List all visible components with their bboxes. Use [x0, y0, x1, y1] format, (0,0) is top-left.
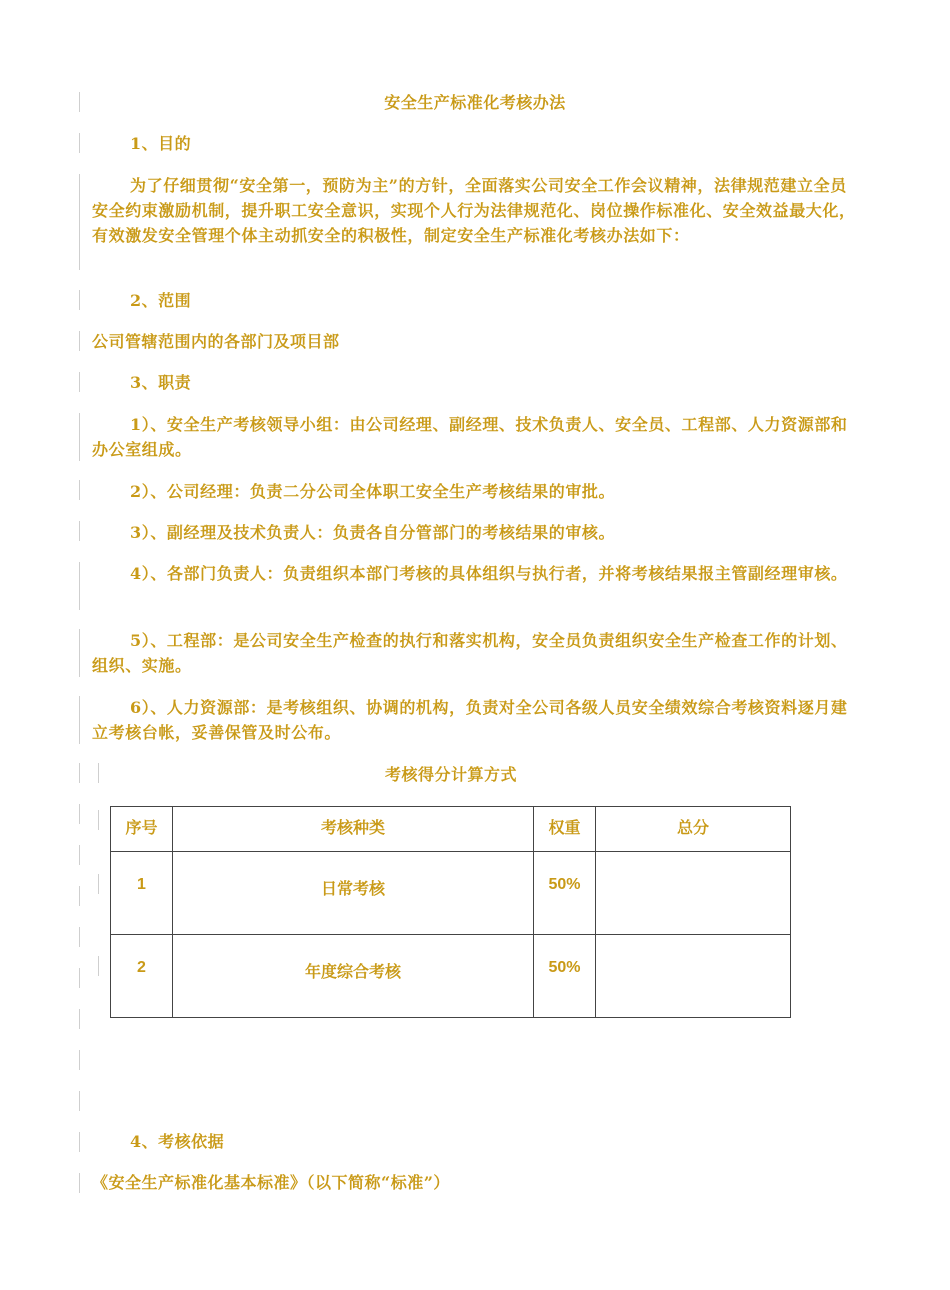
margin-bar	[79, 629, 80, 677]
margin-bar	[79, 845, 80, 865]
section-body-basis: 《安全生产标准化基本标准》（以下简称“标准”）	[92, 1173, 450, 1192]
table-header-cell: 考核种类	[173, 807, 534, 852]
duty-item: 6）、人力资源部：是考核组织、协调的机构，负责对全公司各级人员安全绩效综合考核资料逐月建立考核台帐，妥善保管及时公布。	[92, 698, 848, 742]
table-cell: 1	[111, 852, 173, 935]
table-cell: 日常考核	[173, 852, 534, 935]
table-cell: 50%	[534, 935, 596, 1018]
margin-bar	[79, 886, 80, 906]
table-header-cell: 总分	[596, 807, 791, 852]
score-table	[110, 806, 791, 1018]
section-body-purpose: 为了仔细贯彻“安全第一，预防为主”的方针，全面落实公司安全工作会议精神，法律规范建立全员安全约束激励机制，提升职工安全意识，实现个人行为法律规范化、岗位操作标准化、安全效益最大化，有效激发安全管理个体主动抓安全的积极性，制定安全生产标准化考核办法如下：	[92, 176, 856, 245]
margin-bar	[79, 521, 80, 541]
margin-bar	[79, 1173, 80, 1193]
margin-bar	[79, 1009, 80, 1029]
margin-bar	[98, 810, 99, 830]
table-header-row	[111, 807, 791, 852]
margin-bar	[79, 290, 80, 310]
margin-bar	[79, 927, 80, 947]
duty-item: 2）、公司经理：负责二分公司全体职工安全生产考核结果的审批。	[130, 482, 616, 501]
margin-bar	[79, 1050, 80, 1070]
table-cell	[596, 852, 791, 935]
margin-bar	[79, 133, 80, 153]
section-heading-duties: 3、职责	[130, 373, 192, 392]
margin-bar	[79, 804, 80, 824]
table-cell: 年度综合考核	[173, 935, 534, 1018]
margin-bar	[79, 331, 80, 351]
section-heading-purpose: 1、目的	[130, 134, 192, 153]
margin-bar	[79, 562, 80, 610]
margin-bar	[79, 480, 80, 500]
document-title: 安全生产标准化考核办法	[384, 93, 566, 112]
duty-item: 1）、安全生产考核领导小组：由公司经理、副经理、技术负责人、安全员、工程部、人力资源部和办公室组成。	[92, 415, 848, 459]
section-heading-basis: 4、考核依据	[130, 1132, 225, 1151]
margin-bar	[79, 413, 80, 461]
margin-bar	[98, 956, 99, 976]
duty-item: 4）、各部门负责人：负责组织本部门考核的具体组织与执行者，并将考核结果报主管副经理审核。	[130, 564, 848, 583]
margin-bar	[79, 1091, 80, 1111]
margin-bar	[79, 968, 80, 988]
table-row	[111, 935, 791, 1018]
section-body-scope: 公司管辖范围内的各部门及项目部	[92, 332, 340, 351]
table-cell: 50%	[534, 852, 596, 935]
table-cell: 2	[111, 935, 173, 1018]
margin-bar	[79, 696, 80, 744]
margin-bar	[79, 372, 80, 392]
section-heading-scope: 2、范围	[130, 291, 192, 310]
table-row	[111, 852, 791, 935]
margin-bar	[98, 874, 99, 894]
duty-item: 5）、工程部：是公司安全生产检查的执行和落实机构，安全员负责组织安全生产检查工作的计划、组织、实施。	[92, 631, 848, 675]
table-header-cell: 权重	[534, 807, 596, 852]
duty-item: 3）、副经理及技术负责人：负责各自分管部门的考核结果的审核。	[130, 523, 616, 542]
table-title: 考核得分计算方式	[384, 765, 517, 784]
table-cell	[596, 935, 791, 1018]
margin-bar	[79, 1132, 80, 1152]
margin-bar	[79, 174, 80, 270]
table-header-cell: 序号	[111, 807, 173, 852]
